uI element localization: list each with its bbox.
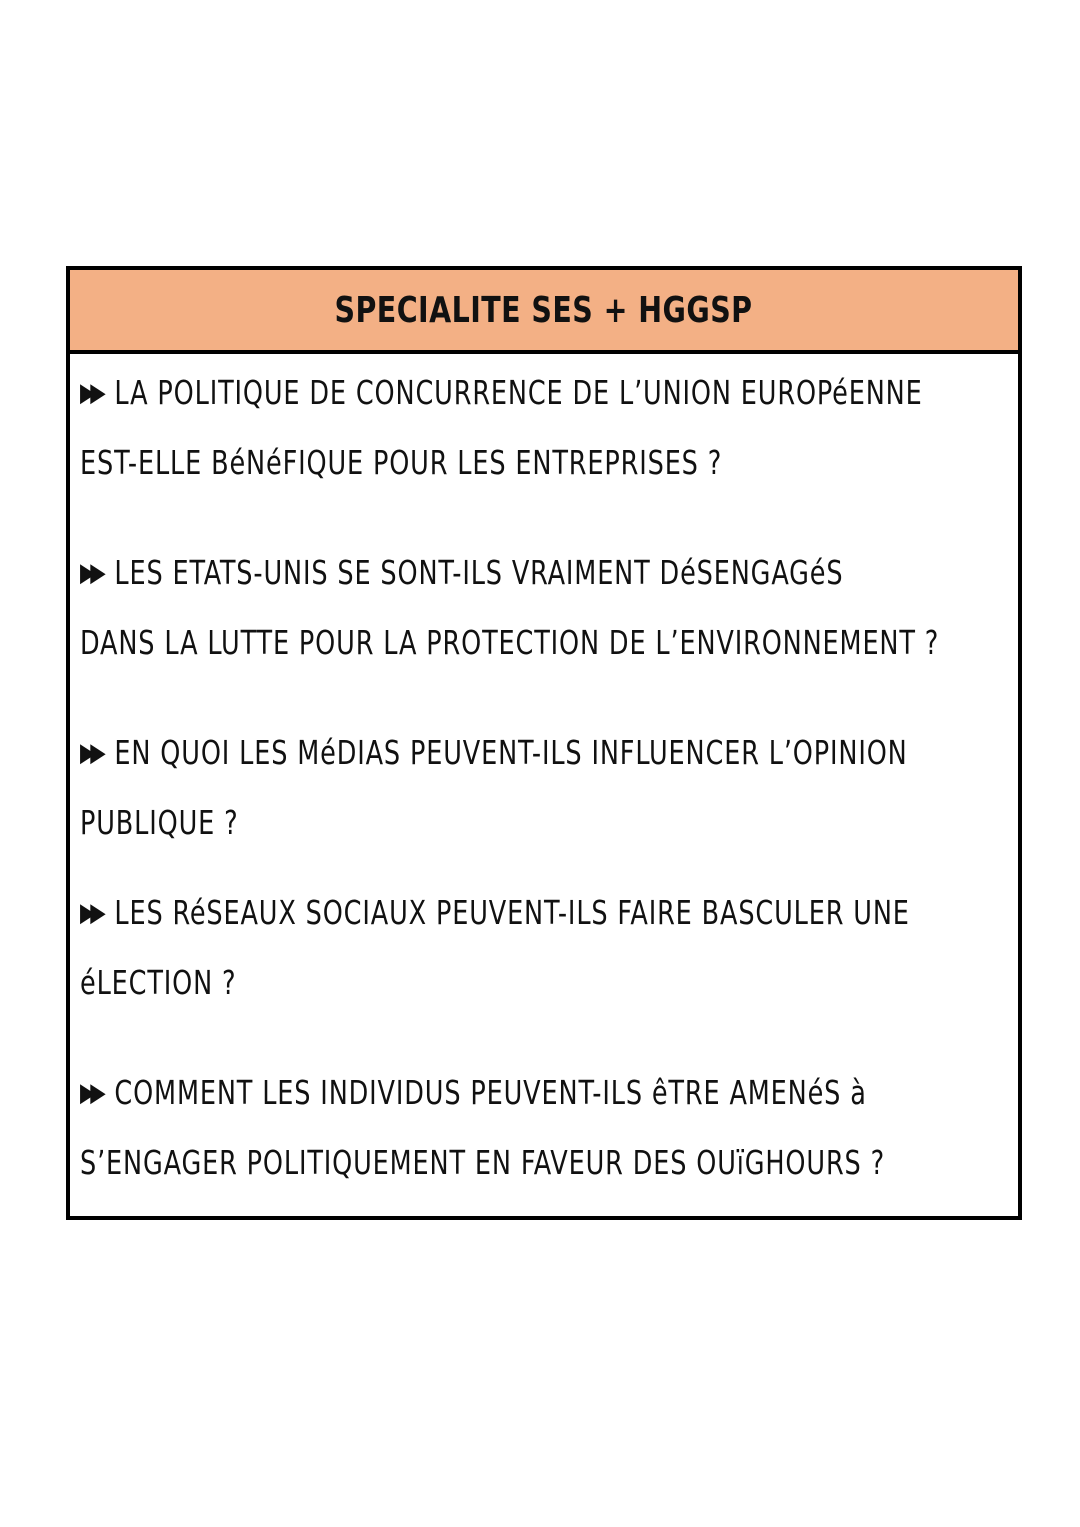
question-line: S’ENGAGER POLITIQUEMENT EN FAVEUR DES OUïGHOURS ?	[80, 1143, 886, 1182]
question-item	[80, 1058, 1009, 1198]
question-item	[80, 878, 1009, 1018]
double-arrow-icon: ▶▶	[80, 1078, 101, 1108]
question-line: PUBLIQUE ?	[80, 803, 239, 842]
subjects-box	[66, 266, 1022, 1220]
question-line: COMMENT LES INDIVIDUS PEUVENT-ILS êTRE AMENéS à	[114, 1073, 867, 1112]
double-arrow-icon: ▶▶	[80, 898, 101, 928]
question-line: LES ETATS-UNIS SE SONT-ILS VRAIMENT DéSENGAGéS	[114, 553, 844, 592]
question-item	[80, 718, 1009, 858]
double-arrow-icon: ▶▶	[80, 378, 101, 408]
question-item	[80, 538, 1009, 678]
question-line: LA POLITIQUE DE CONCURRENCE DE L’UNION EUROPéENNE	[114, 373, 923, 412]
question-line: EST-ELLE BéNéFIQUE POUR LES ENTREPRISES ?	[80, 443, 723, 482]
question-line: LES RéSEAUX SOCIAUX PEUVENT-ILS FAIRE BASCULER UNE	[114, 893, 910, 932]
question-item	[80, 358, 1009, 498]
question-line: EN QUOI LES MéDIAS PEUVENT-ILS INFLUENCER L’OPINION	[114, 733, 908, 772]
header-title: SPECIALITE SES + HGGSP	[334, 289, 753, 331]
box-header	[70, 270, 1018, 354]
double-arrow-icon: ▶▶	[80, 558, 101, 588]
question-line: DANS LA LUTTE POUR LA PROTECTION DE L’ENVIRONNEMENT ?	[80, 623, 940, 662]
double-arrow-icon: ▶▶	[80, 738, 101, 768]
question-line: éLECTION ?	[80, 963, 237, 1002]
